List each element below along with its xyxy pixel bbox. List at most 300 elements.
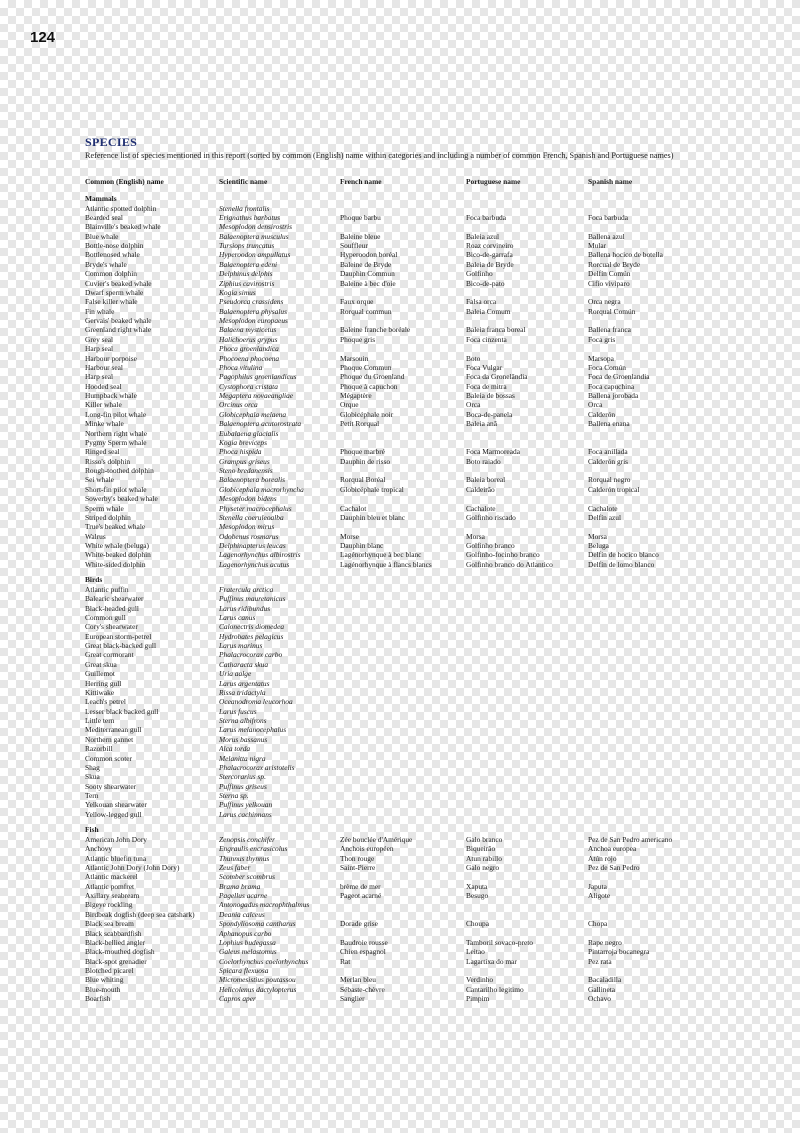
column-header-scientific-name: Scientific name [219,177,268,186]
portuguese-name-cell [466,791,588,800]
portuguese-name-cell [466,669,588,678]
spanish-name-cell [588,735,695,744]
common-name-cell: Cory's shearwater [85,622,138,632]
table-row [85,560,695,569]
common-name-cell: Blue-mouth [85,984,121,994]
scientific-name-cell: Delphinus delphis [219,269,273,279]
portuguese-name-cell [466,522,588,531]
table-row [85,679,695,688]
spanish-name-cell [588,222,695,231]
common-name-cell: Atlantic spotted dolphin [85,203,157,213]
scientific-name-cell: Larus canus [219,612,256,622]
french-name-cell [340,716,466,725]
portuguese-name-cell [466,622,588,631]
table-row [85,910,695,919]
table-row [85,854,695,863]
table-row [85,763,695,772]
common-name-cell: Risso's dolphin [85,456,131,466]
french-name-cell: Phoque marbré [340,447,385,457]
spanish-name-cell: Beluga [588,541,609,551]
french-name-cell: Saint-Pierre [340,862,376,872]
common-name-cell: Gervais' beaked whale [85,316,152,326]
french-name-cell [340,929,466,938]
spanish-name-cell [588,872,695,881]
table-row [85,985,695,994]
common-name-cell: Sowerby's beaked whale [85,494,158,504]
common-name-cell: Boarfish [85,994,111,1004]
category-heading: Fish [85,825,99,835]
spanish-name-cell: Ballena franca [588,325,631,335]
common-name-cell: White whale (beluga) [85,541,150,551]
portuguese-name-cell: Lagartixa do mar [466,956,517,966]
column-header-common-name: Common (English) name [85,177,164,186]
common-name-cell: Black scabbardfish [85,928,142,938]
table-row [85,622,695,631]
common-name-cell: White-sided dolphin [85,559,146,569]
french-name-cell: Pageot acarné [340,891,382,901]
french-name-cell [340,754,466,763]
scientific-name-cell: Spondyliosoma cantharus [219,919,296,929]
spanish-name-cell: Aligote [588,891,611,901]
spanish-name-cell: Delfín Común [588,269,631,279]
table-row [85,754,695,763]
french-name-cell: Mégaptère [340,391,372,401]
scientific-name-cell: Fratercula arctica [219,584,274,594]
french-name-cell: Dauphin Commun [340,269,395,279]
portuguese-name-cell: Golfinho riscado [466,512,516,522]
scientific-name-cell: Catharacta skua [219,659,269,669]
portuguese-name-cell [466,632,588,641]
table-row [85,204,695,213]
french-name-cell: Souffleur [340,241,368,251]
table-row [85,485,695,494]
scientific-name-cell: Globicephala melaena [219,409,287,419]
table-row [85,372,695,381]
scientific-name-cell: Mesoplodon mirus [219,522,275,532]
scientific-name-cell: Erignathus barbatus [219,212,280,222]
table-row [85,604,695,613]
french-name-cell: Thon rouge [340,853,375,863]
common-name-cell: Atlantic pomfret [85,881,135,891]
spanish-name-cell: Atún rojo [588,853,617,863]
french-name-cell: Zée bouclée d'Amérique [340,834,413,844]
common-name-cell: Blue whiting [85,975,124,985]
french-name-cell [340,744,466,753]
spanish-name-cell [588,910,695,919]
scientific-name-cell: Thunnus thynnus [219,853,270,863]
spanish-name-cell [588,772,695,781]
spanish-name-cell [588,782,695,791]
table-row [85,279,695,288]
french-name-cell: Orque [340,400,359,410]
french-name-cell [340,810,466,819]
scientific-name-cell: Pseudorca crassidens [219,297,284,307]
table-row [85,707,695,716]
common-name-cell: Short-fin pilot whale [85,484,147,494]
table-row [85,725,695,734]
table-row [85,938,695,947]
scientific-name-cell: Sterna albifrons [219,716,267,726]
french-name-cell [340,725,466,734]
scientific-name-cell: Uria aalge [219,669,252,679]
table-row [85,844,695,853]
table-row [85,800,695,809]
scientific-name-cell: Morus bassanus [219,734,268,744]
spanish-name-cell: Cifio viviparo [588,278,630,288]
spanish-name-cell [588,604,695,613]
table-row [85,735,695,744]
common-name-cell: Ringed seal [85,447,120,457]
common-name-cell: Sperm whale [85,503,124,513]
scientific-name-cell: Stenella coeruleoalba [219,512,284,522]
portuguese-name-cell: Atun rabillo [466,853,502,863]
portuguese-name-cell: Foca de mitra [466,381,507,391]
portuguese-name-cell [466,716,588,725]
scientific-name-cell: Balaena mysticetus [219,325,277,335]
portuguese-name-cell: Baleia de Bryde [466,259,514,269]
spanish-name-cell [588,438,695,447]
scientific-name-cell: Capros aper [219,994,256,1004]
common-name-cell: White-beaked dolphin [85,550,151,560]
spanish-name-cell [588,594,695,603]
french-name-cell [340,466,466,475]
french-name-cell: Dorade grise [340,919,378,929]
portuguese-name-cell [466,429,588,438]
common-name-cell: European storm-petrel [85,631,152,641]
portuguese-name-cell: Foca barbuda [466,212,507,222]
table-row [85,966,695,975]
portuguese-name-cell [466,613,588,622]
scientific-name-cell: Grampus griseus [219,456,270,466]
common-name-cell: Balearic shearwater [85,594,144,604]
common-name-cell: Common dolphin [85,269,137,279]
french-name-cell [340,522,466,531]
french-name-cell [340,872,466,881]
scientific-name-cell: Oceanodroma leucorhoa [219,697,293,707]
scientific-name-cell: Hyperoodon ampullatus [219,250,291,260]
spanish-name-cell: Chopa [588,919,608,929]
portuguese-name-cell: Foca Marmoreada [466,447,520,457]
common-name-cell: Harbour seal [85,362,123,372]
spanish-name-cell [588,632,695,641]
portuguese-name-cell: Leitao [466,947,485,957]
table-row [85,772,695,781]
spanish-name-cell: Calderón gris [588,456,629,466]
common-name-cell: Skua [85,772,100,782]
scientific-name-cell: Larus cachinnans [219,809,272,819]
portuguese-name-cell [466,929,588,938]
scientific-name-cell: Phalacrocorax carbo [219,650,283,660]
portuguese-name-cell: Morsa [466,531,485,541]
portuguese-name-cell: Golfinho branco [466,541,515,551]
scientific-name-cell: Phoca groenlandica [219,344,279,354]
table-row [85,410,695,419]
spanish-name-cell: Ochavo [588,994,611,1004]
species-section-fish [85,824,695,1003]
table-row [85,307,695,316]
portuguese-name-cell [466,900,588,909]
spanish-name-cell: Foca gris [588,334,616,344]
portuguese-name-cell [466,744,588,753]
scientific-name-cell: Melanitta nigra [219,753,266,763]
spanish-name-cell: Pez de San Pedro [588,862,640,872]
spanish-name-cell [588,522,695,531]
spanish-name-cell [588,697,695,706]
spanish-name-cell [588,204,695,213]
common-name-cell: Sei whale [85,475,114,485]
spanish-name-cell: Japuta [588,881,607,891]
spanish-name-cell: Foca anillada [588,447,628,457]
table-row [85,269,695,278]
french-name-cell: Baleine bleue [340,231,381,241]
scientific-name-cell: Larus argentatus [219,678,270,688]
section-title: SPECIES [85,135,138,149]
common-name-cell: Little tern [85,716,115,726]
scientific-name-cell: Brama brama [219,881,261,891]
table-row [85,316,695,325]
portuguese-name-cell: Boto [466,353,481,363]
portuguese-name-cell [466,782,588,791]
table-row [85,835,695,844]
french-name-cell: Lagénorhynque à bec blanc [340,550,422,560]
table-row [85,466,695,475]
portuguese-name-cell: Baleia boreal [466,475,506,485]
scientific-name-cell: Micromesistius poutassou [219,975,296,985]
scientific-name-cell: Balaenoptera acutorostrata [219,419,302,429]
scientific-name-cell: Pagophilus groenlandicus [219,372,297,382]
common-name-cell: Northern gannet [85,734,134,744]
portuguese-name-cell [466,735,588,744]
page-number: 124 [30,29,56,46]
french-name-cell: Merlan bleu [340,975,376,985]
common-name-cell: Common scoter [85,753,133,763]
table-row [85,891,695,900]
spanish-name-cell: Cachalote [588,503,618,513]
scientific-name-cell: Sterna sp. [219,791,249,801]
french-name-cell [340,613,466,622]
spanish-name-cell: Morsa [588,531,607,541]
french-name-cell [340,669,466,678]
common-name-cell: Cuvier's beaked whale [85,278,152,288]
spanish-name-cell: Foca de Groenlandia [588,372,650,382]
common-name-cell: Blainville's beaked whale [85,222,161,232]
french-name-cell: Sébaste-chèvre [340,984,385,994]
species-section-mammals [85,193,695,569]
portuguese-name-cell: Golfinho [466,269,493,279]
spanish-name-cell: Gallineta [588,984,616,994]
table-row [85,344,695,353]
table-row [85,513,695,522]
french-name-cell [340,650,466,659]
scientific-name-cell: Puffinus mauretanicus [219,594,286,604]
common-name-cell: Axillary seabream [85,891,140,901]
table-row [85,716,695,725]
common-name-cell: Great skua [85,659,117,669]
table-row [85,872,695,881]
french-name-cell [340,800,466,809]
table-row [85,594,695,603]
scientific-name-cell: Larus fuscus [219,706,257,716]
scientific-name-cell: Alca torda [219,744,251,754]
french-name-cell [340,204,466,213]
scientific-name-cell: Phoca hispida [219,447,262,457]
spanish-name-cell [588,725,695,734]
portuguese-name-cell: Foca Vulgar [466,362,503,372]
spanish-name-cell [588,316,695,325]
table-row [85,335,695,344]
french-name-cell [340,688,466,697]
common-name-cell: Harbour porpoise [85,353,137,363]
french-name-cell: Rorqual commun [340,306,392,316]
scientific-name-cell: Phocoena phocoena [219,353,280,363]
scientific-name-cell: Galeus melastomus [219,947,277,957]
portuguese-name-cell: Caldeirão [466,484,495,494]
portuguese-name-cell: Foca da Gronelândia [466,372,528,382]
spanish-name-cell: Ballena jorobada [588,391,639,401]
spanish-name-cell [588,810,695,819]
spanish-name-cell [588,763,695,772]
french-name-cell [340,782,466,791]
table-row [85,382,695,391]
table-row [85,297,695,306]
scientific-name-cell: Balaenoptera edeni [219,259,278,269]
spanish-name-cell: Orca negra [588,297,621,307]
scientific-name-cell: Odobenus rosmarus [219,531,279,541]
table-row [85,810,695,819]
common-name-cell: Bryde's whale [85,259,127,269]
common-name-cell: Atlantic puffin [85,584,129,594]
spanish-name-cell: Mular [588,241,607,251]
portuguese-name-cell: Golfinho-focinho branco [466,550,540,560]
table-row [85,975,695,984]
french-name-cell [340,697,466,706]
spanish-name-cell [588,791,695,800]
table-row [85,222,695,231]
portuguese-name-cell: Cachalote [466,503,496,513]
common-name-cell: Pygmy Sperm whale [85,437,147,447]
portuguese-name-cell: Bico-de-garrafa [466,250,513,260]
common-name-cell: Atlantic mackerel [85,872,138,882]
scientific-name-cell: Hydrobates pelagicus [219,631,284,641]
spanish-name-cell: Ballena azul [588,231,625,241]
common-name-cell: Common gull [85,612,126,622]
french-name-cell [340,622,466,631]
portuguese-name-cell: Golfinho branco do Atlantico [466,559,553,569]
french-name-cell: Phoque barbu [340,212,381,222]
portuguese-name-cell [466,466,588,475]
spanish-name-cell [588,429,695,438]
french-name-cell: Dauphin blanc [340,541,384,551]
intro-text: Reference list of species mentioned in this report (sorted by common (English) name within categories and including a number of common French, Spanish and Portuguese names) [85,151,674,160]
portuguese-name-cell [466,707,588,716]
portuguese-name-cell: Roaz corvineiro [466,241,514,251]
scientific-name-cell: Puffinus griseus [219,781,267,791]
portuguese-name-cell [466,344,588,353]
spanish-name-cell [588,344,695,353]
portuguese-name-cell [466,800,588,809]
scientific-name-cell: Lophius budegassa [219,937,276,947]
portuguese-name-cell [466,810,588,819]
portuguese-name-cell [466,316,588,325]
table-row [85,550,695,559]
common-name-cell: Lesser black backed gull [85,706,159,716]
french-name-cell [340,735,466,744]
portuguese-name-cell: Falsa orca [466,297,497,307]
species-sections [85,193,695,1004]
common-name-cell: Great cormorant [85,650,134,660]
spanish-name-cell [588,900,695,909]
table-row [85,947,695,956]
table-row [85,541,695,550]
common-name-cell: Hooded seal [85,381,122,391]
portuguese-name-cell: Cantarilho legitimo [466,984,524,994]
french-name-cell: Morse [340,531,359,541]
spanish-name-cell: Delfín de hocico blanco [588,550,659,560]
common-name-cell: Killer whale [85,400,122,410]
portuguese-name-cell [466,288,588,297]
species-section-birds [85,574,695,819]
scientific-name-cell: Helicolenus dactylopterus [219,984,297,994]
table-row [85,863,695,872]
french-name-cell: Phoque à capuchon [340,381,398,391]
french-name-cell: Baleine franche boréale [340,325,411,335]
scientific-name-cell: Ziphius cavirostris [219,278,275,288]
table-row [85,494,695,503]
common-name-cell: Bottlenosed whale [85,250,140,260]
common-name-cell: Kittiwake [85,687,115,697]
table-row [85,669,695,678]
portuguese-name-cell [466,641,588,650]
portuguese-name-cell: Baleia franca boreal [466,325,526,335]
french-name-cell: Sanglier [340,994,365,1004]
french-name-cell: Phoque du Groenland [340,372,405,382]
column-header-row [85,176,695,188]
scientific-name-cell: Cystophora cristata [219,381,278,391]
spanish-name-cell: Pez de San Pedro americano [588,834,673,844]
table-row [85,213,695,222]
spanish-name-cell [588,688,695,697]
french-name-cell: Baleine de Bryde [340,259,392,269]
french-name-cell [340,660,466,669]
french-name-cell: Globicéphale noir [340,409,394,419]
common-name-cell: Black-mouthed dogfish [85,947,155,957]
portuguese-name-cell: Baleia Comum [466,306,511,316]
french-name-cell [340,585,466,594]
common-name-cell: Great black-backed gull [85,641,156,651]
french-name-cell: Cachalot [340,503,367,513]
portuguese-name-cell: Orca [466,400,481,410]
french-name-cell [340,966,466,975]
spanish-name-cell: Foca Común [588,362,626,372]
scientific-name-cell: Aphanopus carbo [219,928,272,938]
french-name-cell: Faux orque [340,297,374,307]
table-row [85,391,695,400]
table-row [85,613,695,622]
table-row [85,522,695,531]
common-name-cell: True's beaked whale [85,522,146,532]
category-heading: Mammals [85,194,117,203]
table-row [85,447,695,456]
scientific-name-cell: Eubalaena glacialis [219,428,279,438]
scientific-name-cell: Globicephala macrorhyncha [219,484,304,494]
portuguese-name-cell: Pimpim [466,994,490,1004]
scientific-name-cell: Phoca vitulina [219,362,263,372]
portuguese-name-cell [466,222,588,231]
column-header-french-name: French name [340,177,382,186]
french-name-cell: Phoque gris [340,334,376,344]
spanish-name-cell [588,650,695,659]
table-row [85,744,695,753]
